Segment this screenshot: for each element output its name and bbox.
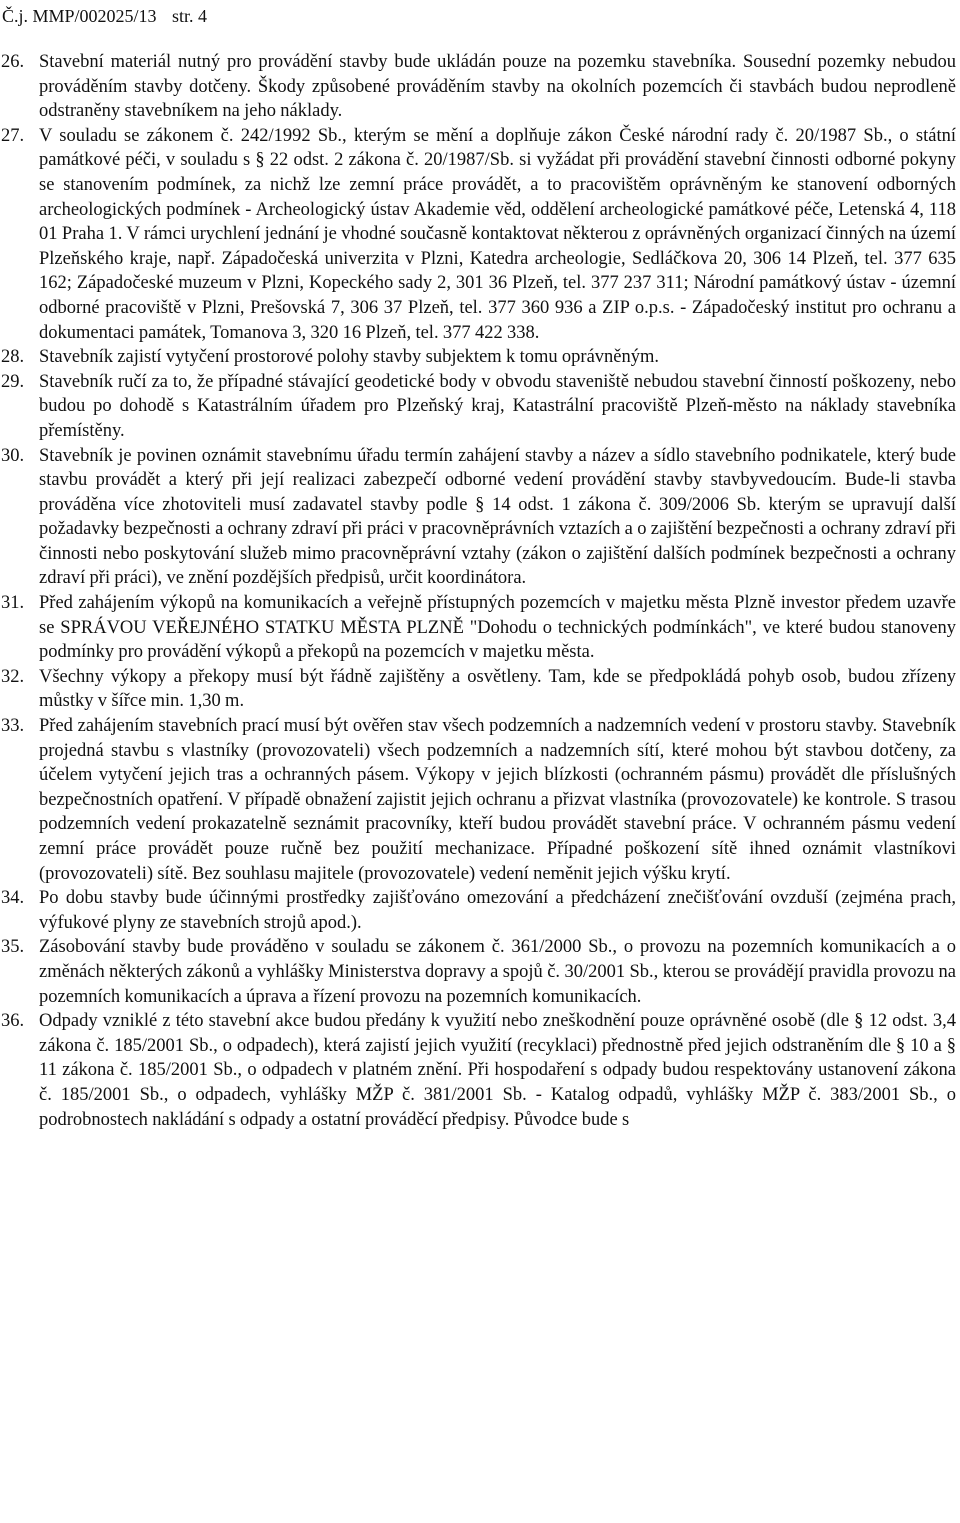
condition-item-32: [0, 665, 956, 714]
item-number: 35.: [1, 937, 25, 958]
page-header: [2, 4, 956, 28]
item-text: Odpady vzniklé z této stavební akce budou předány k využití nebo zneškodnění pouze oprávněné osobě (dle § 12 odst. 3,4 zákona č. 185/2001 Sb., o odpadech), která zajistí jejich využití (recyklaci) přednostně před jejich odstraněním dle § 10 a § 11 zákona č. 185/2001 Sb., o odpadech v platném znění. Při hospodaření s odpady budou respektovány ustanovení zákona č. 185/2001 Sb., o odpadech, vyhlášky MŽP č. 381/2001 Sb. - Katalog odpadů, vyhlášky MŽP č. 383/2001 Sb., o podrobnostech nakládání s odpady a ostatní prováděcí předpisy. Původce bude s: [39, 1011, 956, 1130]
condition-item-26: [0, 50, 956, 124]
page-number: str. 4: [172, 6, 208, 26]
item-number: 36.: [1, 1011, 25, 1032]
item-text: Stavebník zajistí vytyčení prostorové polohy stavby subjektem k tomu oprávněným.: [39, 347, 660, 368]
item-number: 27.: [1, 125, 25, 146]
item-text: Stavební materiál nutný pro provádění stavby bude ukládán pouze na pozemku stavebníka. Sousední pozemky nebudou prováděním stavby dotčeny. Škody způsobené prováděním stavby na okolních pozemcích či stavbách budou neprodleně odstraněny stavebníkem na jeho náklady.: [39, 52, 956, 122]
item-number: 30.: [1, 445, 25, 466]
condition-item-30: [0, 444, 956, 592]
condition-item-28: [0, 345, 956, 370]
condition-item-27: [0, 124, 956, 345]
condition-item-36: [0, 1009, 956, 1132]
item-text: Stavebník je povinen oznámit stavebnímu úřadu termín zahájení stavby a název a sídlo stavebního podnikatele, který bude stavbu provádět a který při její realizaci zabezpečí odborné vedení provádění stavby stavbyvedoucím. Bude-li stavba prováděna více zhotoviteli musí zadavatel stavby podle § 14 odst. 1 zákona č. 309/2006 Sb. kterým se upravují další požadavky bezpečnosti a ochrany zdraví při práci v pracovněprávních vztazích a o zajištění bezpečnosti a ochrany zdraví při činnosti nebo poskytování služeb mimo pracovněprávní vztahy (zákon o zajištění dalších podmínek bezpečnosti a ochrany zdraví při práci), ve znění pozdějších předpisů, určit koordinátora.: [39, 445, 956, 589]
reference-number: Č.j. MMP/002025/13: [2, 6, 157, 26]
conditions-list: [0, 50, 956, 1132]
item-number: 26.: [1, 52, 25, 72]
item-number: 32.: [1, 666, 25, 687]
item-number: 31.: [1, 593, 25, 614]
item-text: Zásobování stavby bude prováděno v souladu se zákonem č. 361/2000 Sb., o provozu na pozemních komunikacích a o změnách některých zákonů a vyhlášky Ministerstva dopravy a spojů č. 30/2001 Sb., kterou se provádějí pravidla provozu na pozemních komunikacích a úprava a řízení provozu na pozemních komunikacích.: [39, 937, 956, 1007]
item-number: 33.: [1, 716, 25, 737]
item-text: Před zahájením výkopů na komunikacích a veřejně přístupných pozemcích v majetku města Plzně investor předem uzavře se SPRÁVOU VEŘEJNÉHO STATKU MĚSTA PLZNĚ "Dohodu o technických podmínkách", ve které budou stanoveny podmínky pro provádění výkopů a překopů na pozemcích v majetku města.: [39, 593, 956, 663]
item-number: 34.: [1, 888, 25, 909]
item-text: Před zahájením stavebních prací musí být ověřen stav všech podzemních a nadzemních vedení v prostoru stavby. Stavebník projedná stavbu s vlastníky (provozovateli) všech podzemních a nadzemních sítí, které mohou být stavbou dotčeny, za účelem vytyčení jejich tras a ochranných pásem. Výkopy v jejich blízkosti (ochranném pásmu) provádět dle příslušných bezpečnostních opatření. V případě obnažení zajistit jejich ochranu a přizvat vlastníka (provozovatele) ke kontrole. S trasou podzemních vedení prokazatelně seznámit pracovníky, kteří budou provádět stavební práce. V ochranném pásmu vedení zemní práce provádět pouze ručně bez použití mechanizace. Případné poškození sítě ihned oznámit vlastníkovi (provozovateli) sítě. Bez souhlasu majitele (provozovatele) vedení neměnit jejich výšku krytí.: [39, 716, 956, 884]
item-number: 29.: [1, 371, 25, 392]
condition-item-34: [0, 886, 956, 935]
item-text: Po dobu stavby bude účinnými prostředky zajišťováno omezování a předcházení znečišťování ovzduší (zejména prach, výfukové plyny ze stavebních strojů apod.).: [39, 888, 956, 933]
condition-item-33: [0, 714, 956, 886]
item-text: Všechny výkopy a překopy musí být řádně zajištěny a osvětleny. Tam, kde se předpokládá pohyb osob, budou zřízeny můstky v šířce min. 1,30 m.: [39, 666, 956, 712]
item-text: Stavebník ručí za to, že případné stávající geodetické body v obvodu staveniště nebudou stavební činností poškozeny, nebo budou po dohodě s Katastrálním úřadem pro Plzeňský kraj, Katastrální pracoviště Plzeň-město na náklady stavebníka přemístěny.: [39, 371, 956, 441]
condition-item-35: [0, 935, 956, 1009]
condition-item-31: [0, 591, 956, 665]
item-number: 28.: [1, 347, 25, 368]
item-text: V souladu se zákonem č. 242/1992 Sb., kterým se mění a doplňuje zákon České národní rady č. 20/1987 Sb., o státní památkové péči, v souladu s § 22 odst. 2 zákona č. 20/1987/Sb. si vyžádat při provádění stavební činnosti odborné pokyny se stanovením podmínek, za nichž lze zemní práce provádět, a to pracovištěm oprávněným ke stanovení odborných archeologických podmínek - Archeologický ústav Akademie věd, oddělení archeologické památkové péče, Letenská 4, 118 01 Praha 1. V rámci urychlení jednání je vhodné současně kontaktovat některou z oprávněných organizací činných na území Plzeňského kraje, např. Západočeská univerzita v Plzni, Katedra archeologie, Sedláčkova 20, 306 14 Plzeň, tel. 377 635 162; Západočeské muzeum v Plzni, Kopeckého sady 2, 301 36 Plzeň, tel. 377 237 311; Národní památkový ústav - územní odborné pracoviště v Plzni, Prešovská 7, 306 37 Plzeň, tel. 377 360 936 a ZIP o.p.s. - Západočeský institut pro ochranu a dokumentaci památek, Tomanova 3, 320 16 Plzeň, tel. 377 422 338.: [39, 125, 956, 343]
condition-item-29: [0, 370, 956, 444]
